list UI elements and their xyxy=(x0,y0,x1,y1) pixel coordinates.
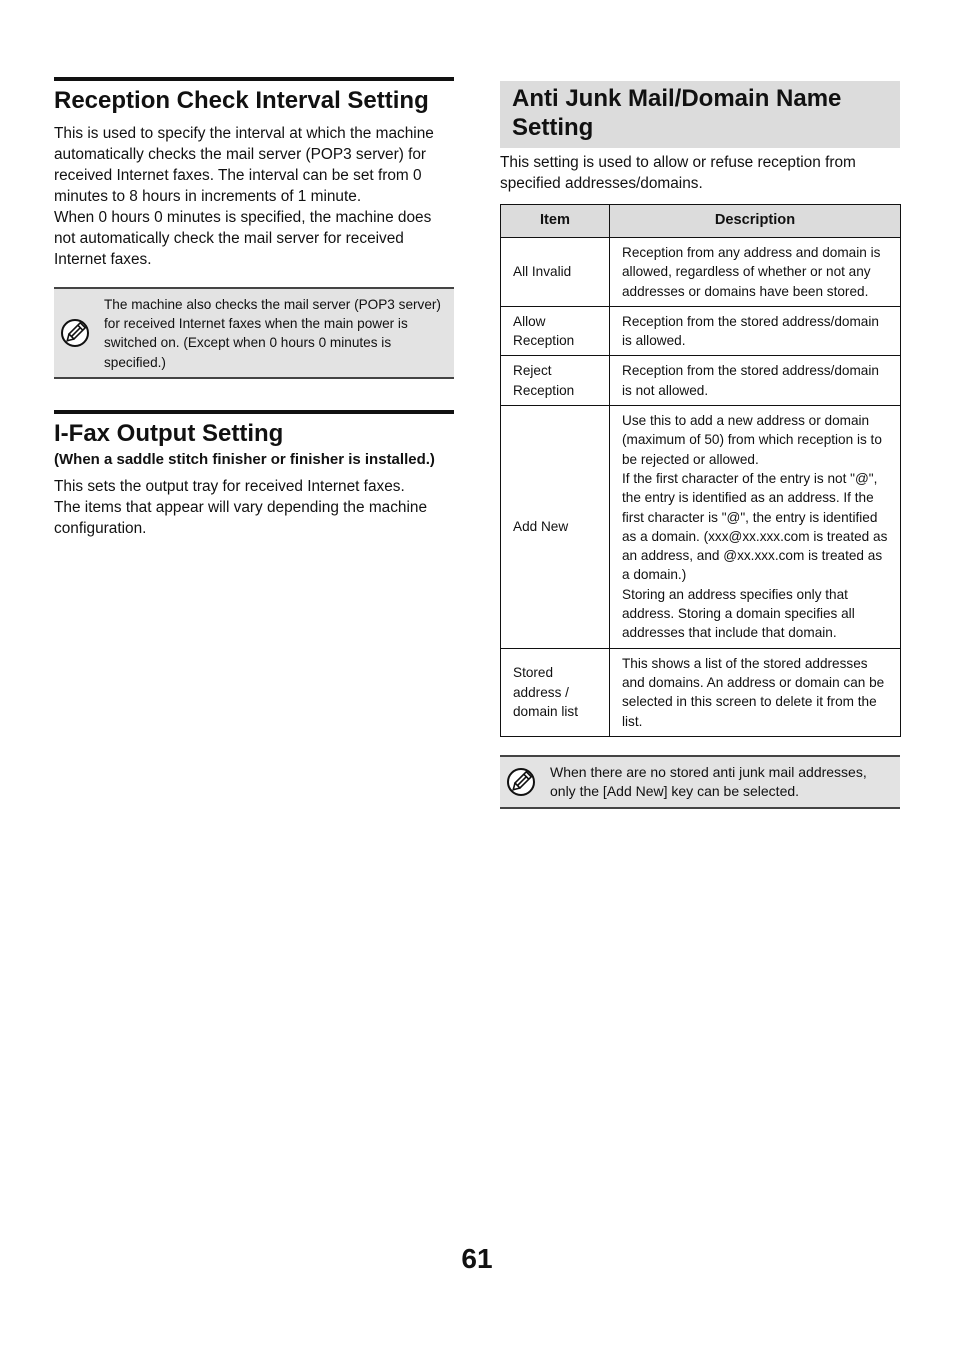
reception-check-para-2: When 0 hours 0 minutes is specified, the machine does not automatically check the mail server for received Internet faxes. xyxy=(54,209,432,268)
table-cell-description: This shows a list of the stored addresses and domains. An address or domain can be selected in this screen to delete it from the list. xyxy=(610,648,901,736)
table-cell-item: All Invalid xyxy=(501,238,610,307)
anti-junk-note-box xyxy=(500,755,900,809)
anti-junk-note-text: When there are no stored anti junk mail addresses, only the [Add New] key can be selected. xyxy=(550,763,867,800)
table-cell-description: Reception from any address and domain is allowed, regardless of whether or not any addresses or domains have been stored. xyxy=(610,238,901,307)
table-cell-item: Allow Reception xyxy=(501,306,610,356)
ifax-output-para-1: This sets the output tray for received Internet faxes. xyxy=(54,478,405,495)
left-column xyxy=(54,77,454,539)
table-cell-description: Reception from the stored address/domain is not allowed. xyxy=(610,356,901,406)
table-cell-item: Add New xyxy=(501,406,610,649)
anti-junk-intro: This setting is used to allow or refuse reception from specified addresses/domains. xyxy=(500,154,856,192)
anti-junk-table xyxy=(500,204,901,737)
table-header-item: Item xyxy=(501,205,610,238)
table-row xyxy=(501,406,901,649)
ifax-output-para-2: The items that appear will vary depending the machine configuration. xyxy=(54,499,428,537)
ifax-output-title: I-Fax Output Setting xyxy=(54,410,454,449)
reception-note-box xyxy=(54,287,454,379)
table-row xyxy=(501,306,901,356)
table-row xyxy=(501,356,901,406)
table-cell-description: Use this to add a new address or domain (maximum of 50) from which reception is to be rejected or allowed. If the first character of the entry is not "@", the entry is identified as an address. If the first character is "@", the entry is identified as a domain. (xxx@xx.xxx.com is treated as an address, and @xx.xxx.com is treated as a domain.) Storing an address specifies only that address. Storing a domain specifies all addresses that include that domain. xyxy=(610,406,901,649)
right-column xyxy=(500,81,900,809)
reception-check-para-1: This is used to specify the interval at which the machine automatically checks the mail server (POP3 server) for received Internet faxes. The interval can be set from 0 minutes to 8 hours in increments of 1 minute. xyxy=(54,125,434,205)
page-number: 61 xyxy=(461,1243,493,1274)
reception-check-title: Reception Check Interval Setting xyxy=(54,77,454,116)
table-row xyxy=(501,648,901,736)
table-header-description: Description xyxy=(610,205,901,238)
table-cell-item: Stored address / domain list xyxy=(501,648,610,736)
reception-note-text: The machine also checks the mail server (POP3 server) for received Internet faxes when the main power is switched on. (Except when 0 hours 0 minutes is specified.) xyxy=(104,297,441,370)
table-cell-item: Reject Reception xyxy=(501,356,610,406)
pencil-note-icon xyxy=(60,318,90,348)
ifax-output-subtitle: (When a saddle stitch finisher or finisher is installed.) xyxy=(54,451,435,468)
table-row xyxy=(501,238,901,307)
pencil-note-icon xyxy=(506,767,536,797)
table-header-row xyxy=(501,205,901,238)
table-cell-description: Reception from the stored address/domain is allowed. xyxy=(610,306,901,356)
anti-junk-title: Anti Junk Mail/Domain Name Setting xyxy=(500,81,900,148)
